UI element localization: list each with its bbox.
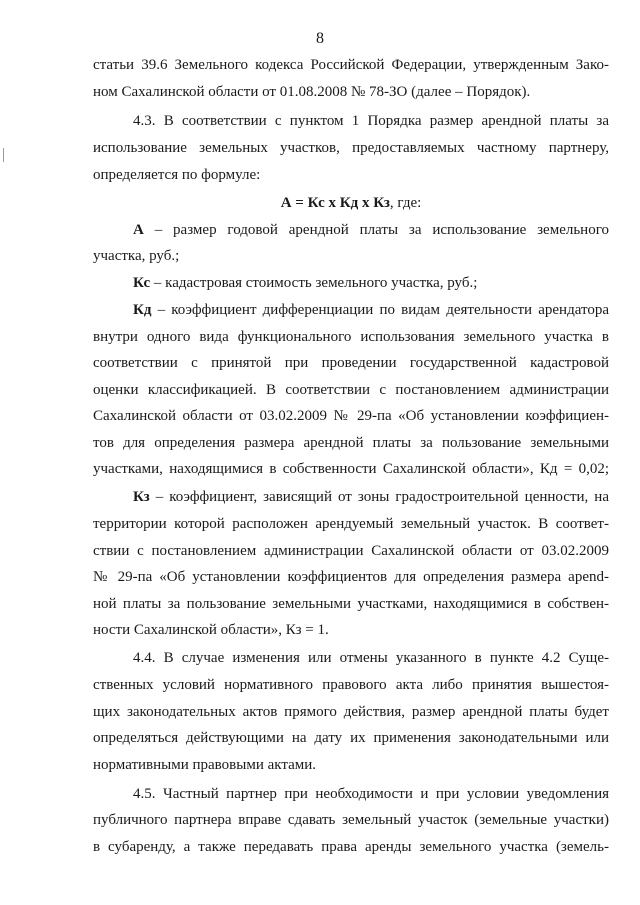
text-run: щих законодательных актов прямого действия, размер арендной платы будет: [93, 704, 609, 720]
text-line: [93, 459, 609, 479]
bold-term: Кс: [133, 275, 151, 291]
text-line: [93, 810, 609, 830]
paragraph-4-5-first-line: [133, 784, 609, 804]
text-line: [93, 165, 609, 185]
text-run: нормативными правовыми актами.: [93, 757, 317, 773]
text-line: [93, 728, 609, 748]
bold-term: А = Кс х Кд х Кз: [280, 195, 390, 211]
bold-term: А: [133, 222, 144, 238]
text-run: тов для определения размера арендной платы за пользование земельными: [93, 435, 609, 451]
paragraph-4-4-first-line: [133, 648, 609, 668]
paragraph-4-3-first-line: [133, 111, 609, 131]
text-run: 4.5. Частный партнер при необходимости и при условии уведомления: [133, 786, 609, 802]
text-run: – коэффициент дифференциации по видам деятельности арендатора: [151, 302, 609, 318]
definition-a: [133, 220, 609, 240]
text-run: ном Сахалинской области от 01.08.2008 № 78-ЗО (далее – Порядок).: [93, 84, 531, 100]
text-run: участками, находящимися в собственности Сахалинской области», Кд = 0,02;: [93, 461, 609, 477]
text-line: [93, 755, 609, 775]
text-line: [93, 675, 609, 695]
text-run: Сахалинской области от 03.02.2009 № 29-па «Об установлении коэффициен-: [93, 408, 609, 424]
text-run: использование земельных участков, предоставляемых частному партнеру,: [93, 140, 609, 156]
text-line: [93, 837, 609, 857]
text-run: ственных условий нормативного правового акта либо принятия вышестоя-: [93, 677, 609, 693]
text-run: – размер годовой арендной платы за использование земельного: [143, 222, 609, 238]
text-line: [93, 353, 609, 373]
bold-term: Кз: [133, 489, 150, 505]
text-line: [93, 327, 609, 347]
text-line: [93, 594, 609, 614]
text-run: территории которой расположен арендуемый земельный участок. В соответ-: [93, 516, 609, 532]
text-run: участка, руб.;: [93, 248, 180, 264]
text-run: – кадастровая стоимость земельного участка, руб.;: [150, 275, 478, 291]
text-run: 4.4. В случае изменения или отмены указанного в пункте 4.2 Суще-: [133, 650, 609, 666]
definition-kd: [133, 300, 609, 320]
text-run: – коэффициент, зависящий от зоны градостроительной ценности, на: [149, 489, 609, 505]
scan-margin-mark: [3, 148, 4, 162]
text-run: определяется по формуле:: [93, 167, 261, 183]
text-line: [93, 514, 609, 534]
text-line: [93, 433, 609, 453]
text-run: 4.3. В соответствии с пунктом 1 Порядка размер арендной платы за: [133, 113, 609, 129]
text-line: [93, 702, 609, 722]
text-line: [93, 541, 609, 561]
text-run: внутри одного вида функционального использования земельного участка в: [93, 329, 609, 345]
text-line: [93, 567, 609, 587]
text-run: ствии с постановлением администрации Сахалинской области от 03.02.2009: [93, 543, 609, 559]
text-line: [93, 246, 609, 266]
text-run: публичного партнера вправе сдавать земельный участок (земельные участки): [93, 812, 609, 828]
text-line: [93, 138, 609, 158]
text-line: [93, 82, 609, 102]
text-line: [93, 55, 609, 75]
definition-kc: [133, 273, 609, 293]
text-run: № 29-па «Об установлении коэффициентов для определения размера арend-: [93, 569, 609, 585]
text-line: [93, 406, 609, 426]
page-number: 8: [316, 30, 324, 47]
text-run: ности Сахалинской области», Кз = 1.: [93, 622, 329, 638]
text-run: в субаренду, а также передавать права аренды земельного участка (земель-: [93, 839, 609, 855]
text-line: [93, 620, 609, 640]
text-run: , где:: [389, 195, 422, 211]
text-run: ной платы за пользование земельными участками, находящимися в собствен-: [93, 596, 609, 612]
bold-term: Кд: [133, 302, 152, 318]
definition-kz: [133, 487, 609, 507]
text-run: статьи 39.6 Земельного кодекса Российской Федерации, утвержденным Зако-: [93, 57, 609, 73]
text-run: оценки классификацией. В соответствии с постановлением администрации: [93, 382, 609, 398]
text-run: соответствии с принятой при проведении государственной кадастровой: [93, 355, 609, 371]
text-line: [93, 380, 609, 400]
text-run: определяться действующими на дату их применения законодательными или: [93, 730, 609, 746]
formula: [93, 193, 609, 213]
